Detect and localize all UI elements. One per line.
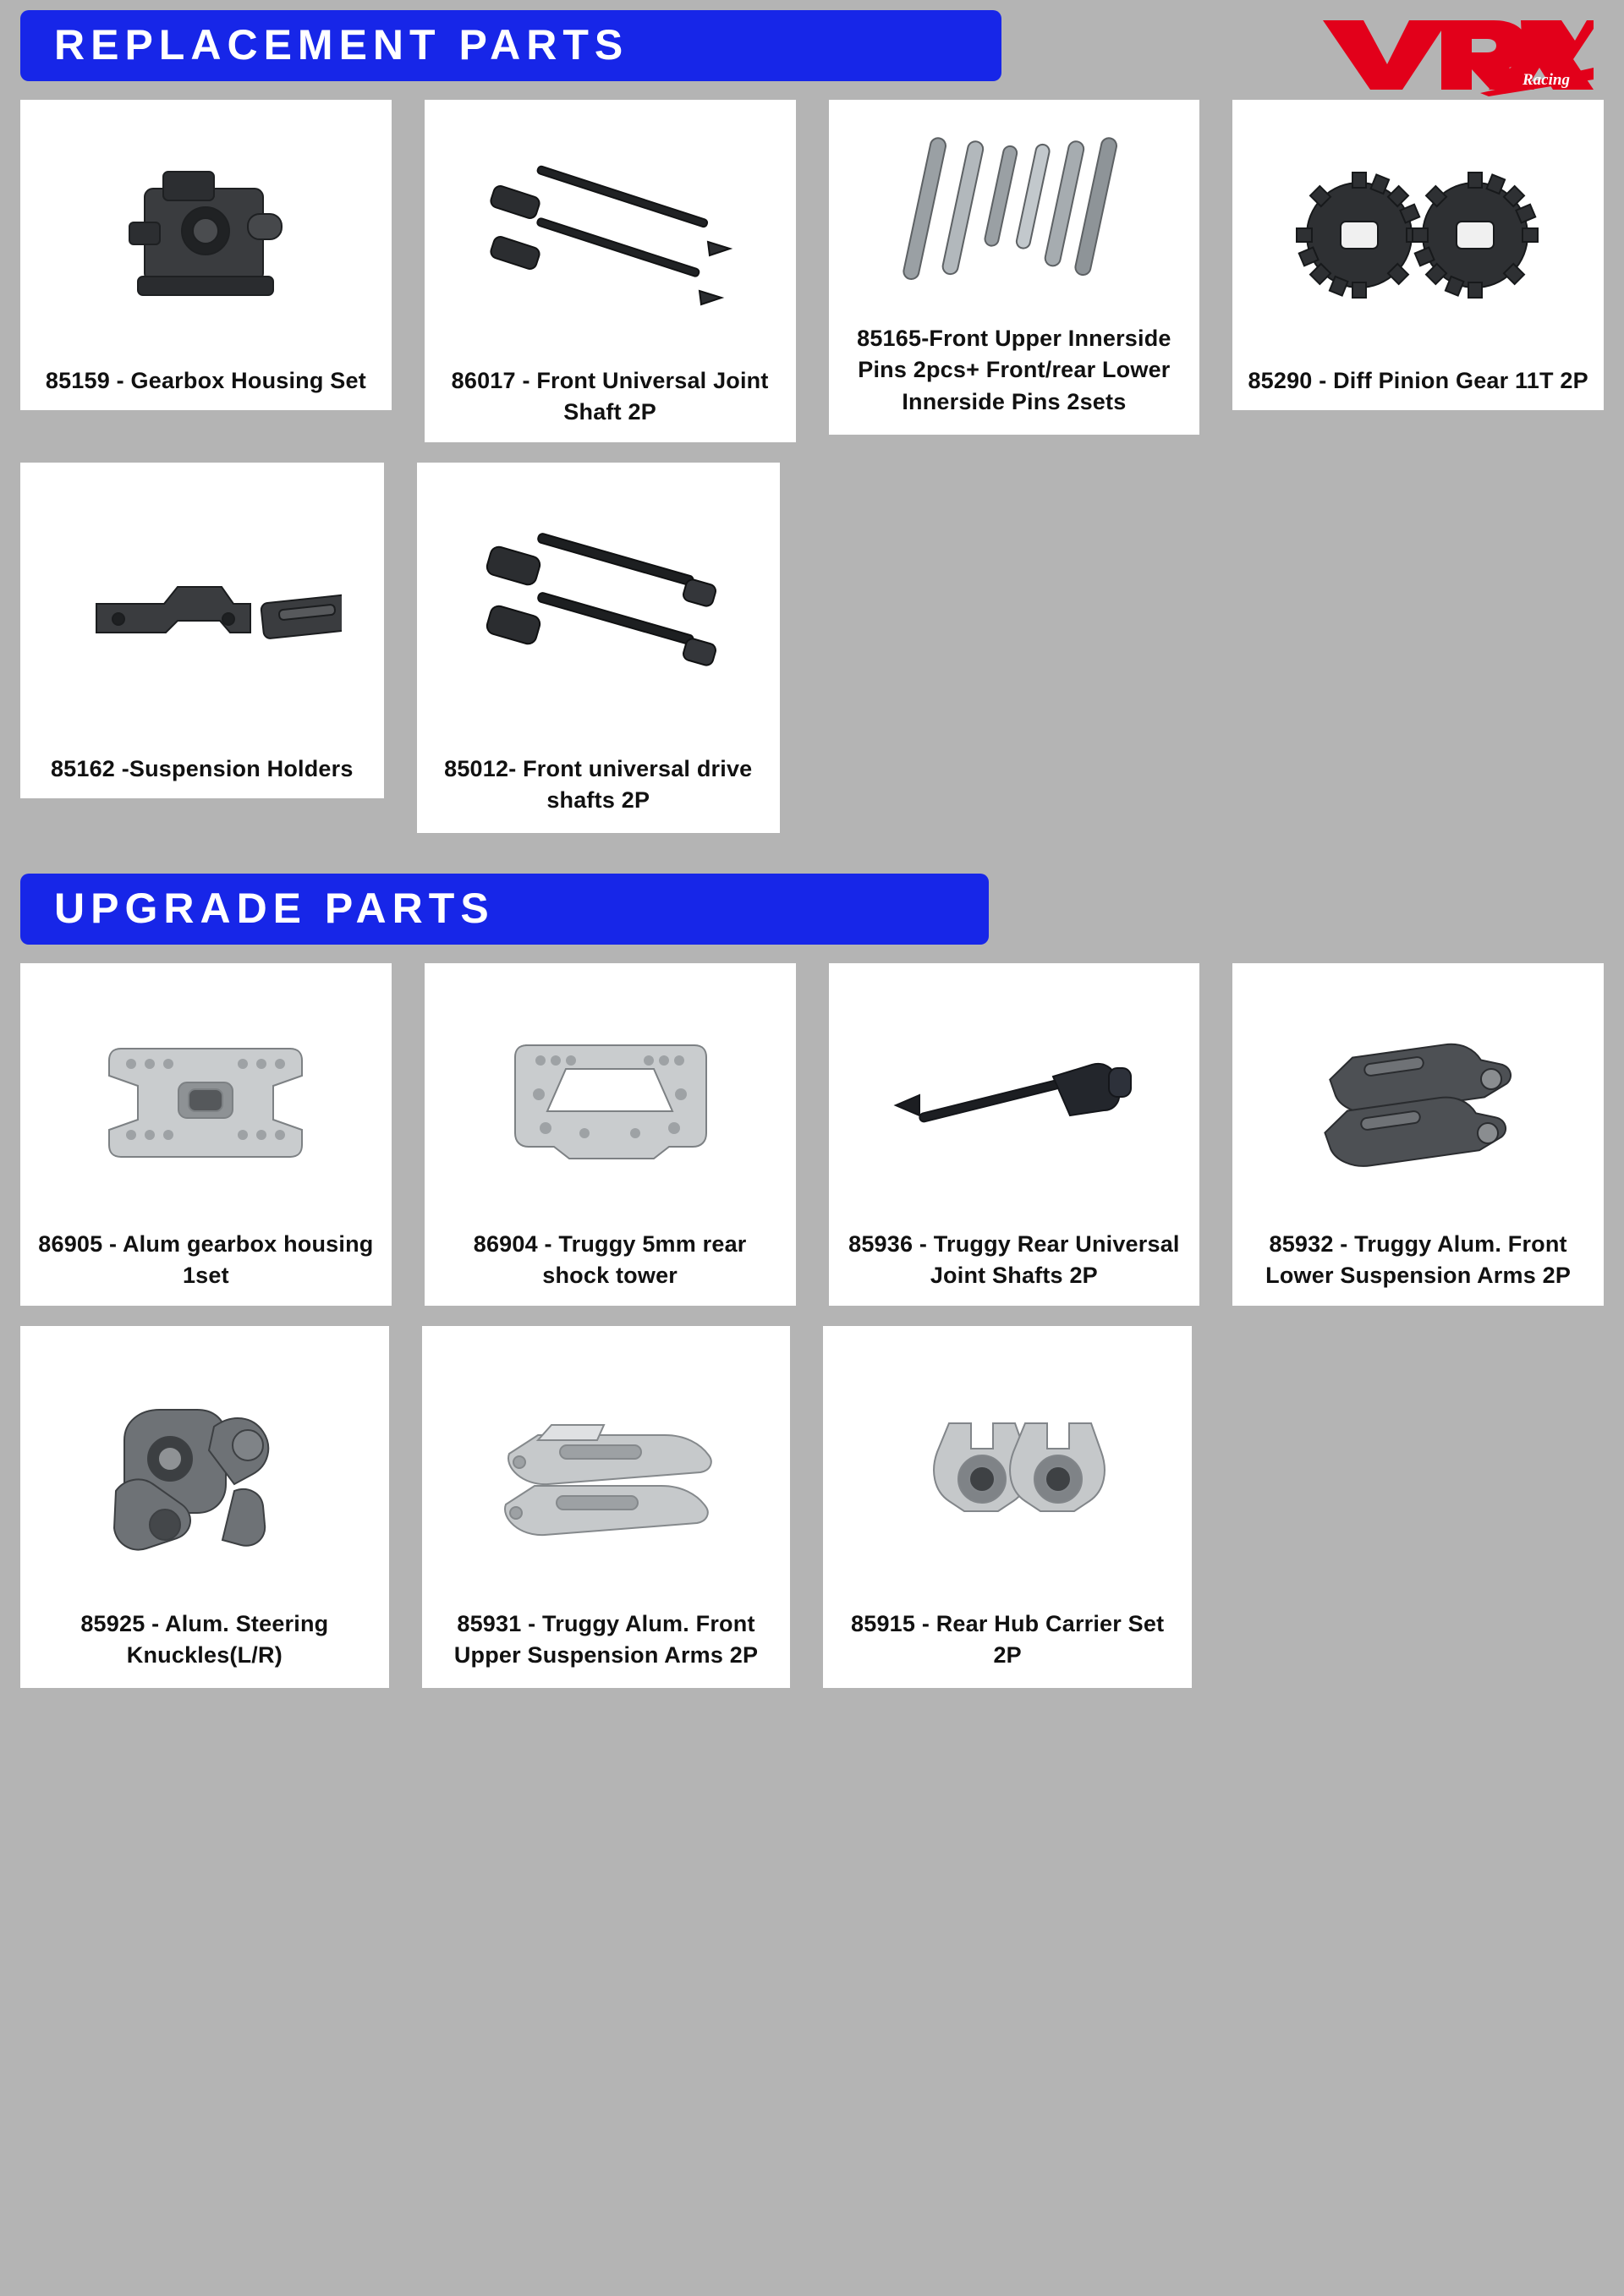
rear-hub-carrier-icon bbox=[833, 1334, 1182, 1605]
part-card[interactable] bbox=[425, 100, 796, 442]
replacement-parts-row-1 bbox=[0, 100, 1624, 442]
part-caption: 85936 - Truggy Rear Universal Joint Shafts 2P bbox=[848, 1231, 1180, 1289]
front-lower-suspension-arms-icon bbox=[1243, 972, 1594, 1225]
part-caption: 85931 - Truggy Alum. Front Upper Suspension Arms 2P bbox=[453, 1610, 759, 1668]
part-card[interactable] bbox=[829, 100, 1200, 435]
rear-universal-joint-shaft-icon bbox=[839, 972, 1190, 1225]
alum-steering-knuckles-icon bbox=[30, 1334, 379, 1605]
replacement-parts-title: REPLACEMENT PARTS bbox=[20, 10, 1001, 81]
part-caption: 86904 - Truggy 5mm rear shock tower bbox=[473, 1231, 747, 1289]
universal-joint-shaft-icon bbox=[435, 108, 786, 362]
part-caption: 86017 - Front Universal Joint Shaft 2P bbox=[451, 368, 769, 425]
gearbox-housing-icon bbox=[30, 108, 381, 362]
vrx-logo-icon bbox=[1314, 12, 1594, 96]
upgrade-parts-row-2 bbox=[0, 1326, 1624, 1689]
part-card[interactable] bbox=[829, 963, 1200, 1306]
rear-shock-tower-icon bbox=[435, 972, 786, 1225]
upgrade-parts-row-1 bbox=[0, 963, 1624, 1306]
part-card[interactable] bbox=[20, 463, 384, 798]
part-caption: 86905 - Alum gearbox housing 1set bbox=[38, 1231, 374, 1289]
part-card[interactable] bbox=[20, 1326, 389, 1689]
upgrade-parts-title: UPGRADE PARTS bbox=[20, 874, 989, 945]
svg-text:Racing: Racing bbox=[1522, 71, 1570, 89]
alum-gearbox-housing-icon bbox=[30, 972, 381, 1225]
part-card[interactable] bbox=[20, 963, 392, 1306]
part-card[interactable] bbox=[20, 100, 392, 410]
part-card[interactable] bbox=[422, 1326, 791, 1689]
part-card[interactable] bbox=[1232, 100, 1604, 410]
part-caption: 85925 - Alum. Steering Knuckles(L/R) bbox=[80, 1610, 329, 1668]
upgrade-parts-banner bbox=[0, 869, 1624, 945]
part-caption: 85159 - Gearbox Housing Set bbox=[45, 368, 366, 393]
replacement-parts-row-2 bbox=[0, 463, 1624, 834]
part-card[interactable] bbox=[417, 463, 781, 834]
vrx-racing-logo bbox=[1314, 12, 1594, 96]
part-caption: 85932 - Truggy Alum. Front Lower Suspension Arms 2P bbox=[1265, 1231, 1572, 1289]
front-upper-suspension-arms-icon bbox=[432, 1334, 781, 1605]
part-card[interactable] bbox=[425, 963, 796, 1306]
part-card[interactable] bbox=[823, 1326, 1192, 1689]
front-universal-drive-shafts-icon bbox=[427, 471, 771, 750]
suspension-holders-icon bbox=[30, 471, 374, 750]
part-caption: 85162 -Suspension Holders bbox=[50, 755, 354, 781]
part-caption: 85915 - Rear Hub Carrier Set 2P bbox=[851, 1610, 1165, 1668]
part-card[interactable] bbox=[1232, 963, 1604, 1306]
part-caption: 85290 - Diff Pinion Gear 11T 2P bbox=[1248, 368, 1588, 393]
hinge-pins-icon bbox=[839, 108, 1190, 320]
part-caption: 85012- Front universal drive shafts 2P bbox=[444, 755, 753, 813]
diff-pinion-gear-icon bbox=[1243, 108, 1594, 362]
part-caption: 85165-Front Upper Innerside Pins 2pcs+ Front/rear Lower Innerside Pins 2sets bbox=[857, 326, 1171, 414]
